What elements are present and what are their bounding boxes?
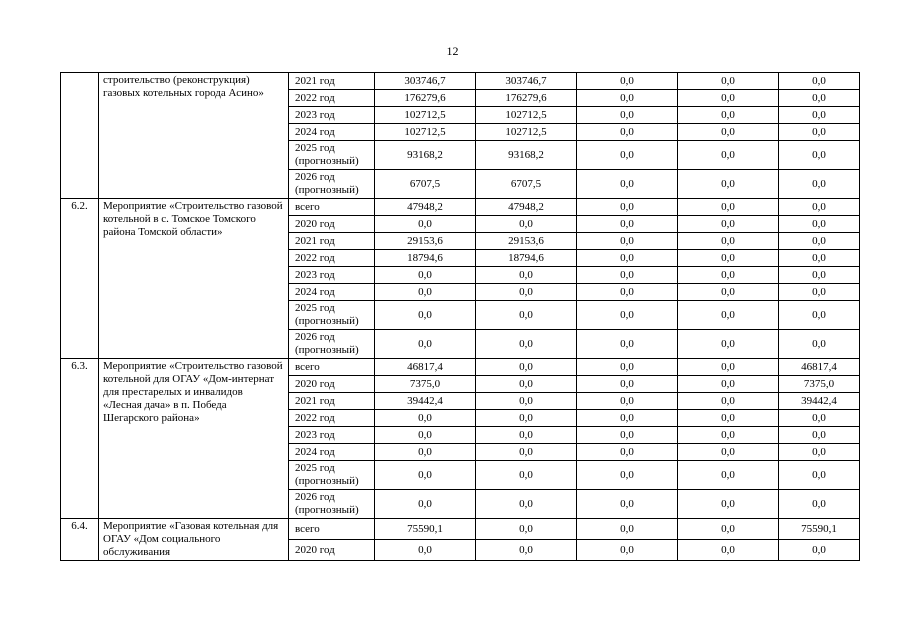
value-cell: 0,0 (476, 393, 577, 410)
section-number (61, 73, 99, 199)
value-cell: 7375,0 (779, 376, 860, 393)
value-cell: 0,0 (577, 461, 678, 490)
period-cell: 2025 год (прогнозный) (289, 301, 375, 330)
value-cell: 0,0 (476, 519, 577, 540)
value-cell: 0,0 (779, 301, 860, 330)
value-cell: 0,0 (779, 216, 860, 233)
value-cell: 0,0 (577, 107, 678, 124)
value-cell: 0,0 (779, 284, 860, 301)
value-cell: 0,0 (779, 141, 860, 170)
period-cell: 2024 год (289, 124, 375, 141)
value-cell: 102712,5 (476, 107, 577, 124)
table-row (61, 73, 860, 90)
value-cell: 102712,5 (375, 124, 476, 141)
value-cell: 0,0 (678, 90, 779, 107)
value-cell: 75590,1 (779, 519, 860, 540)
value-cell: 303746,7 (375, 73, 476, 90)
value-cell: 176279,6 (476, 90, 577, 107)
period-cell: 2024 год (289, 444, 375, 461)
period-cell: 2023 год (289, 427, 375, 444)
value-cell: 0,0 (779, 90, 860, 107)
value-cell: 0,0 (678, 199, 779, 216)
value-cell: 0,0 (577, 124, 678, 141)
value-cell: 0,0 (678, 410, 779, 427)
value-cell: 0,0 (678, 216, 779, 233)
value-cell: 0,0 (577, 216, 678, 233)
value-cell: 0,0 (375, 461, 476, 490)
value-cell: 0,0 (779, 540, 860, 561)
section-number: 6.4. (61, 519, 99, 561)
page-number: 12 (446, 44, 459, 58)
value-cell: 0,0 (678, 359, 779, 376)
period-cell: всего (289, 519, 375, 540)
value-cell: 0,0 (476, 267, 577, 284)
value-cell: 0,0 (678, 393, 779, 410)
value-cell: 0,0 (678, 444, 779, 461)
value-cell: 0,0 (476, 540, 577, 561)
value-cell: 0,0 (577, 444, 678, 461)
period-cell: 2020 год (289, 376, 375, 393)
value-cell: 0,0 (779, 124, 860, 141)
value-cell: 0,0 (375, 330, 476, 359)
value-cell: 29153,6 (375, 233, 476, 250)
value-cell: 0,0 (476, 461, 577, 490)
value-cell: 0,0 (577, 519, 678, 540)
value-cell: 0,0 (678, 490, 779, 519)
value-cell: 0,0 (577, 73, 678, 90)
value-cell: 0,0 (678, 461, 779, 490)
value-cell: 0,0 (577, 267, 678, 284)
value-cell: 46817,4 (375, 359, 476, 376)
value-cell: 0,0 (577, 540, 678, 561)
value-cell: 6707,5 (476, 170, 577, 199)
table-row (61, 199, 860, 216)
value-cell: 0,0 (375, 540, 476, 561)
value-cell: 0,0 (779, 73, 860, 90)
value-cell: 0,0 (577, 359, 678, 376)
value-cell: 0,0 (476, 376, 577, 393)
value-cell: 0,0 (678, 170, 779, 199)
value-cell: 0,0 (779, 267, 860, 284)
value-cell: 0,0 (779, 461, 860, 490)
value-cell: 0,0 (779, 170, 860, 199)
value-cell: 0,0 (779, 410, 860, 427)
section-number: 6.3. (61, 359, 99, 519)
value-cell: 0,0 (476, 301, 577, 330)
period-cell: 2022 год (289, 410, 375, 427)
section-description: Мероприятие «Строительство газовой котельной в с. Томское Томского района Томской области» (99, 199, 289, 359)
section-description: Мероприятие «Строительство газовой котельной для ОГАУ «Дом-интернат для престарелых и инвалидов «Лесная дача» в п. Победа Шегарского района» (99, 359, 289, 519)
value-cell: 0,0 (678, 233, 779, 250)
value-cell: 0,0 (678, 250, 779, 267)
value-cell: 303746,7 (476, 73, 577, 90)
value-cell: 0,0 (779, 490, 860, 519)
section-number: 6.2. (61, 199, 99, 359)
period-cell: 2023 год (289, 107, 375, 124)
section-description: Мероприятие «Газовая котельная для ОГАУ «Дом социального обслуживания (99, 519, 289, 561)
value-cell: 0,0 (678, 376, 779, 393)
value-cell: 0,0 (577, 170, 678, 199)
value-cell: 0,0 (577, 284, 678, 301)
value-cell: 0,0 (375, 301, 476, 330)
period-cell: 2022 год (289, 250, 375, 267)
value-cell: 0,0 (678, 107, 779, 124)
value-cell: 0,0 (476, 330, 577, 359)
value-cell: 0,0 (476, 284, 577, 301)
value-cell: 0,0 (375, 216, 476, 233)
period-cell: 2021 год (289, 233, 375, 250)
value-cell: 0,0 (577, 393, 678, 410)
value-cell: 47948,2 (375, 199, 476, 216)
value-cell: 0,0 (375, 427, 476, 444)
value-cell: 0,0 (577, 301, 678, 330)
value-cell: 0,0 (476, 490, 577, 519)
value-cell: 93168,2 (476, 141, 577, 170)
period-cell: 2026 год (прогнозный) (289, 170, 375, 199)
period-cell: 2023 год (289, 267, 375, 284)
value-cell: 0,0 (375, 444, 476, 461)
period-cell: 2025 год (прогнозный) (289, 141, 375, 170)
value-cell: 0,0 (779, 233, 860, 250)
section-description: строительство (реконструкция) газовых котельных города Асино» (99, 73, 289, 199)
value-cell: 0,0 (678, 519, 779, 540)
value-cell: 0,0 (779, 444, 860, 461)
value-cell: 0,0 (476, 444, 577, 461)
value-cell: 39442,4 (779, 393, 860, 410)
table-row (61, 519, 860, 540)
period-cell: 2026 год (прогнозный) (289, 490, 375, 519)
value-cell: 0,0 (779, 107, 860, 124)
value-cell: 102712,5 (375, 107, 476, 124)
period-cell: 2021 год (289, 393, 375, 410)
period-cell: 2020 год (289, 216, 375, 233)
value-cell: 0,0 (577, 199, 678, 216)
value-cell: 0,0 (678, 330, 779, 359)
value-cell: 7375,0 (375, 376, 476, 393)
value-cell: 0,0 (678, 301, 779, 330)
value-cell: 0,0 (476, 427, 577, 444)
value-cell: 0,0 (779, 330, 860, 359)
value-cell: 0,0 (577, 250, 678, 267)
value-cell: 0,0 (678, 267, 779, 284)
value-cell: 18794,6 (476, 250, 577, 267)
value-cell: 0,0 (577, 330, 678, 359)
value-cell: 0,0 (678, 73, 779, 90)
value-cell: 0,0 (577, 427, 678, 444)
value-cell: 46817,4 (779, 359, 860, 376)
value-cell: 0,0 (577, 490, 678, 519)
value-cell: 0,0 (476, 216, 577, 233)
table-row (61, 359, 860, 376)
period-cell: всего (289, 199, 375, 216)
value-cell: 0,0 (375, 284, 476, 301)
period-cell: 2021 год (289, 73, 375, 90)
value-cell: 0,0 (375, 490, 476, 519)
value-cell: 102712,5 (476, 124, 577, 141)
value-cell: 0,0 (577, 141, 678, 170)
value-cell: 0,0 (779, 427, 860, 444)
value-cell: 93168,2 (375, 141, 476, 170)
value-cell: 0,0 (779, 250, 860, 267)
period-cell: 2026 год (прогнозный) (289, 330, 375, 359)
period-cell: 2022 год (289, 90, 375, 107)
period-cell: 2024 год (289, 284, 375, 301)
value-cell: 0,0 (678, 427, 779, 444)
value-cell: 0,0 (375, 267, 476, 284)
value-cell: 39442,4 (375, 393, 476, 410)
value-cell: 0,0 (678, 141, 779, 170)
value-cell: 0,0 (577, 376, 678, 393)
value-cell: 0,0 (678, 284, 779, 301)
value-cell: 0,0 (678, 540, 779, 561)
period-cell: 2020 год (289, 540, 375, 561)
value-cell: 18794,6 (375, 250, 476, 267)
value-cell: 0,0 (476, 410, 577, 427)
period-cell: всего (289, 359, 375, 376)
value-cell: 0,0 (476, 359, 577, 376)
period-cell: 2025 год (прогнозный) (289, 461, 375, 490)
budget-table (60, 72, 860, 561)
value-cell: 6707,5 (375, 170, 476, 199)
value-cell: 0,0 (678, 124, 779, 141)
value-cell: 0,0 (577, 233, 678, 250)
value-cell: 47948,2 (476, 199, 577, 216)
value-cell: 0,0 (577, 410, 678, 427)
value-cell: 0,0 (375, 410, 476, 427)
value-cell: 0,0 (577, 90, 678, 107)
value-cell: 176279,6 (375, 90, 476, 107)
value-cell: 29153,6 (476, 233, 577, 250)
value-cell: 75590,1 (375, 519, 476, 540)
value-cell: 0,0 (779, 199, 860, 216)
